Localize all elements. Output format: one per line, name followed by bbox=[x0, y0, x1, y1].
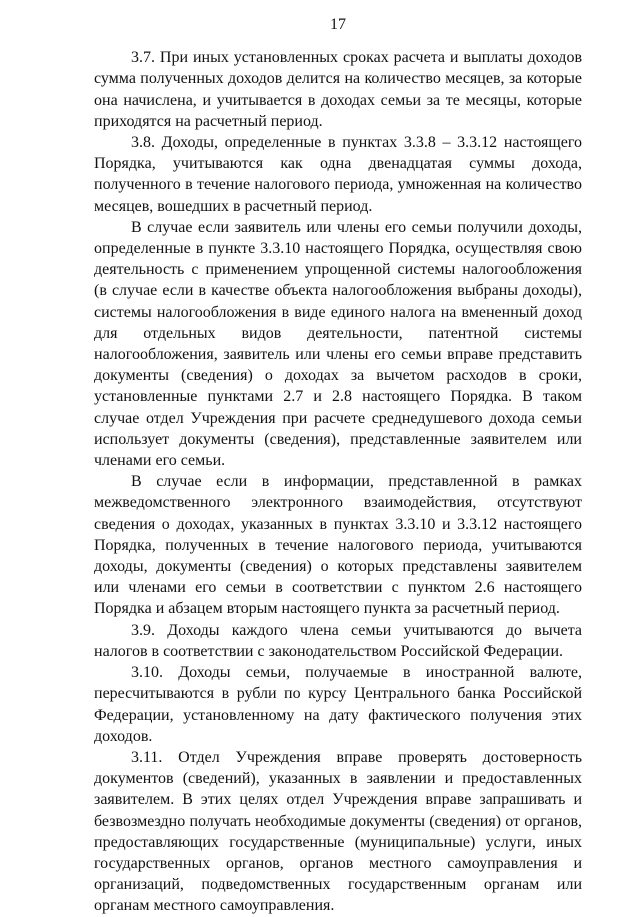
paragraph-3-9: 3.9. Доходы каждого члена семьи учитываются до вычета налогов в соответствии с законодательством Российской Федерации. bbox=[94, 621, 582, 660]
paragraph-3-11: 3.11. Отдел Учреждения вправе проверять достоверность документов (сведений), указанных в заявлении и предоставленных заявителем. В этих целях отдел Учреждения вправе запрашивать и безвозмездно получать необходимые документы (сведения) от органов, предоставляющих государственные (муниципальные) услуги, иных государственных органов, органов местного самоуправления и организаций, подведомственных государственным органам или органам местного самоуправления. bbox=[94, 748, 582, 915]
paragraph-3-8-interagency-info: В случае если в информации, представленной в рамках межведомственного электронного взаимодействия, отсутствуют сведения о доходах, указанных в пунктах 3.3.10 и 3.3.12 настоящего Порядка, полученных в течение налогового периода, учитываются доходы, документы (сведения) о которых представлены заявителем или членами его семьи в соответствии с пунктом 2.6 настоящего Порядка и абзацем вторым настоящего пункта за расчетный период. bbox=[94, 473, 582, 618]
paragraph-3-8: 3.8. Доходы, определенные в пунктах 3.3.8 – 3.3.12 настоящего Порядка, учитываются как одна двенадцатая суммы дохода, полученного в течение налогового периода, умноженная на количество месяцев, вошедших в расчетный период. bbox=[94, 134, 582, 215]
page-number: 17 bbox=[330, 16, 346, 33]
paragraph-3-10: 3.10. Доходы семьи, получаемые в иностранной валюте, пересчитываются в рубли по курсу Центрального банка Российской Федерации, установленному на дату фактического получения этих доходов. bbox=[94, 664, 582, 745]
paragraph-3-8-simplified-tax: В случае если заявитель или члены его семьи получили доходы, определенные в пункте 3.3.10 настоящего Порядка, осуществляя свою деятельность с применением упрощенной системы налогообложения (в случае если в качестве объекта налогообложения выбраны доходы), системы налогообложения в виде единого налога на вмененный доход для отдельных видов деятельности, патентной системы налогообложения, заявитель или члены его семьи вправе представить документы (сведения) о доходах за вычетом расходов в сроки, установленные пунктами 2.7 и 2.8 настоящего Порядка. В таком случае отдел Учреждения при расчете среднедушевого дохода семьи использует документы (сведения), представленные заявителем или членами его семьи. bbox=[94, 218, 582, 470]
paragraph-3-7: 3.7. При иных установленных сроках расчета и выплаты доходов сумма полученных доходов делится на количество месяцев, за которые она начислена, и учитывается в доходах семьи за те месяцы, которые приходятся на расчетный период. bbox=[94, 49, 582, 130]
